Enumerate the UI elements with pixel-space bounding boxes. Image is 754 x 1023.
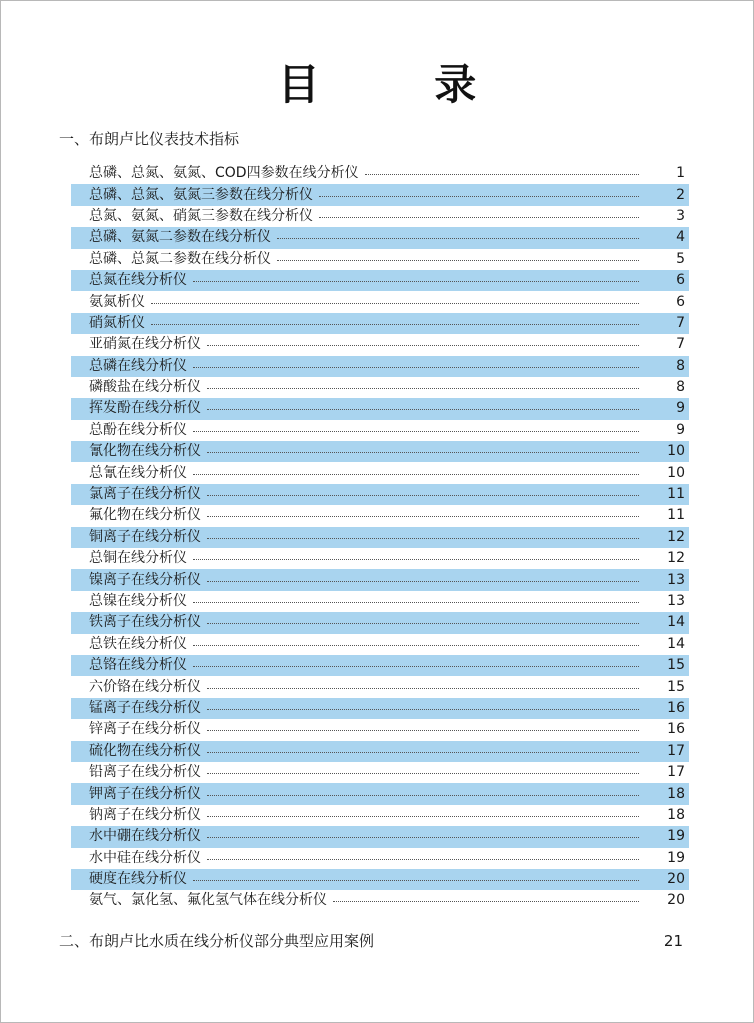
- toc-list: [71, 163, 689, 912]
- toc-entry-page: 14: [667, 635, 685, 652]
- toc-entry-page: 10: [667, 464, 685, 481]
- toc-entry[interactable]: [71, 890, 689, 911]
- toc-entry-page: 2: [676, 186, 685, 203]
- dot-leader: [193, 367, 639, 368]
- dot-leader: [151, 324, 639, 325]
- page-title: 目 录: [277, 60, 527, 109]
- dot-leader: [207, 538, 639, 539]
- toc-entry-label: 锌离子在线分析仪: [89, 721, 201, 738]
- dot-leader: [207, 581, 639, 582]
- toc-entry-label: 亚硝氮在线分析仪: [89, 336, 201, 353]
- toc-entry[interactable]: [71, 420, 689, 441]
- dot-leader: [193, 666, 639, 667]
- toc-entry-page: 10: [667, 443, 685, 460]
- toc-entry[interactable]: [71, 698, 689, 719]
- toc-entry[interactable]: [71, 548, 689, 569]
- toc-entry-label: 总铬在线分析仪: [89, 657, 187, 674]
- section-2-title: 二、布朗卢比水质在线分析仪部分典型应用案例: [59, 932, 375, 950]
- toc-entry-page: 16: [667, 699, 685, 716]
- toc-entry-page: 15: [667, 657, 685, 674]
- toc-entry[interactable]: [71, 334, 689, 355]
- toc-entry[interactable]: [71, 612, 689, 633]
- dot-leader: [207, 388, 639, 389]
- section-heading-1: 一、布朗卢比仪表技术指标: [59, 130, 240, 148]
- dot-leader: [207, 730, 639, 731]
- toc-entry[interactable]: [71, 634, 689, 655]
- dot-leader: [207, 345, 639, 346]
- toc-entry-page: 12: [667, 528, 685, 545]
- toc-entry-label: 硬度在线分析仪: [89, 871, 187, 888]
- toc-entry-label: 水中硅在线分析仪: [89, 849, 201, 866]
- toc-entry-page: 6: [676, 272, 685, 289]
- toc-entry-page: 5: [676, 250, 685, 267]
- toc-entry-page: 9: [676, 421, 685, 438]
- toc-entry-page: 18: [667, 785, 685, 802]
- toc-entry-label: 铁离子在线分析仪: [89, 614, 201, 631]
- toc-entry[interactable]: [71, 676, 689, 697]
- dot-leader: [207, 773, 639, 774]
- toc-entry-label: 硝氮析仪: [89, 314, 145, 331]
- toc-entry-label: 总氮、氨氮、硝氮三参数在线分析仪: [89, 207, 313, 224]
- toc-entry-page: 1: [676, 165, 685, 182]
- toc-entry-label: 镍离子在线分析仪: [89, 571, 201, 588]
- toc-entry-page: 8: [676, 357, 685, 374]
- toc-entry[interactable]: [71, 719, 689, 740]
- toc-entry-page: 13: [667, 571, 685, 588]
- toc-entry-page: 13: [667, 593, 685, 609]
- toc-entry[interactable]: [71, 569, 689, 590]
- toc-entry-label: 总氰在线分析仪: [89, 464, 187, 481]
- dot-leader: [193, 559, 639, 560]
- toc-entry[interactable]: [71, 291, 689, 312]
- toc-entry-label: 氰化物在线分析仪: [89, 443, 201, 460]
- toc-entry-label: 氨气、氯化氢、氟化氢气体在线分析仪: [89, 892, 327, 909]
- toc-entry[interactable]: [71, 313, 689, 334]
- toc-entry[interactable]: [71, 441, 689, 462]
- toc-entry-label: 挥发酚在线分析仪: [89, 400, 201, 417]
- toc-entry-label: 总磷、总氮二参数在线分析仪: [89, 250, 271, 267]
- toc-entry-page: 14: [667, 614, 685, 631]
- toc-entry-label: 总铁在线分析仪: [89, 635, 187, 652]
- toc-entry-page: 11: [667, 507, 685, 524]
- toc-entry-label: 水中硼在线分析仪: [89, 828, 201, 845]
- dot-leader: [207, 688, 639, 689]
- toc-entry-label: 钾离子在线分析仪: [89, 785, 201, 802]
- toc-entry-page: 7: [676, 314, 685, 331]
- dot-leader: [207, 837, 639, 838]
- toc-entry-label: 氟化物在线分析仪: [89, 507, 201, 524]
- toc-entry[interactable]: [71, 227, 689, 248]
- toc-entry-label: 铅离子在线分析仪: [89, 764, 201, 781]
- toc-entry-page: 19: [667, 849, 685, 866]
- toc-entry[interactable]: [71, 505, 689, 526]
- toc-entry-label: 总磷、总氮、氨氮、COD四参数在线分析仪: [89, 165, 359, 182]
- toc-entry-label: 总镍在线分析仪: [89, 593, 187, 609]
- toc-entry-label: 总磷在线分析仪: [89, 357, 187, 374]
- dot-leader: [193, 474, 639, 475]
- dot-leader: [207, 752, 639, 753]
- toc-entry-label: 硫化物在线分析仪: [89, 742, 201, 759]
- dot-leader: [193, 602, 639, 603]
- toc-entry-page: 4: [676, 229, 685, 246]
- toc-entry-label: 钠离子在线分析仪: [89, 806, 201, 823]
- toc-entry-label: 氨氮析仪: [89, 293, 145, 310]
- toc-entry-page: 11: [667, 486, 685, 503]
- dot-leader: [207, 495, 639, 496]
- toc-entry-page: 6: [676, 293, 685, 310]
- toc-entry-page: 20: [667, 871, 685, 888]
- toc-entry[interactable]: [71, 826, 689, 847]
- toc-entry[interactable]: [71, 527, 689, 548]
- dot-leader: [207, 816, 639, 817]
- dot-leader: [193, 281, 639, 282]
- toc-entry[interactable]: [71, 848, 689, 869]
- section-heading-2: [59, 931, 683, 951]
- toc-entry-label: 总铜在线分析仪: [89, 550, 187, 567]
- dot-leader: [193, 645, 639, 646]
- dot-leader: [207, 795, 639, 796]
- dot-leader: [207, 452, 639, 453]
- toc-entry-page: 3: [676, 207, 685, 224]
- dot-leader: [207, 709, 639, 710]
- toc-entry[interactable]: [71, 356, 689, 377]
- toc-entry[interactable]: [71, 655, 689, 676]
- dot-leader: [277, 260, 639, 261]
- toc-entry[interactable]: [71, 249, 689, 270]
- toc-entry-page: 18: [667, 806, 685, 823]
- toc-entry[interactable]: [71, 462, 689, 483]
- toc-entry[interactable]: [71, 805, 689, 826]
- toc-entry-page: 8: [676, 379, 685, 396]
- toc-entry[interactable]: [71, 869, 689, 890]
- dot-leader: [277, 238, 639, 239]
- toc-entry-page: 17: [667, 764, 685, 781]
- toc-entry-label: 氯离子在线分析仪: [89, 486, 201, 503]
- dot-leader: [319, 196, 639, 197]
- dot-leader: [333, 901, 639, 902]
- dot-leader: [193, 431, 639, 432]
- toc-entry-label: 总酚在线分析仪: [89, 421, 187, 438]
- dot-leader: [365, 174, 639, 175]
- dot-leader: [151, 303, 639, 304]
- section-2-page: 21: [663, 932, 683, 950]
- toc-entry-label: 总氮在线分析仪: [89, 272, 187, 289]
- dot-leader: [207, 516, 639, 517]
- dot-leader: [207, 623, 639, 624]
- toc-entry-page: 7: [676, 336, 685, 353]
- toc-entry-label: 锰离子在线分析仪: [89, 699, 201, 716]
- toc-entry[interactable]: [71, 270, 689, 291]
- toc-entry[interactable]: [71, 762, 689, 783]
- toc-entry-page: 15: [667, 678, 685, 695]
- dot-leader: [319, 217, 639, 218]
- toc-entry-label: 总磷、总氮、氨氮三参数在线分析仪: [89, 186, 313, 203]
- toc-entry[interactable]: [71, 206, 689, 227]
- toc-entry-page: 20: [667, 892, 685, 909]
- toc-entry-page: 12: [667, 550, 685, 567]
- toc-entry[interactable]: [71, 741, 689, 762]
- toc-entry-label: 磷酸盐在线分析仪: [89, 379, 201, 396]
- toc-entry-page: 17: [667, 742, 685, 759]
- toc-entry[interactable]: [71, 377, 689, 398]
- toc-entry[interactable]: [71, 163, 689, 184]
- toc-entry[interactable]: [71, 591, 689, 612]
- toc-entry-page: 19: [667, 828, 685, 845]
- toc-entry-label: 总磷、氨氮二参数在线分析仪: [89, 229, 271, 246]
- dot-leader: [207, 859, 639, 860]
- toc-entry-page: 9: [676, 400, 685, 417]
- dot-leader: [193, 880, 639, 881]
- toc-entry[interactable]: [71, 783, 689, 804]
- toc-entry-label: 铜离子在线分析仪: [89, 528, 201, 545]
- toc-entry[interactable]: [71, 398, 689, 419]
- toc-entry[interactable]: [71, 184, 689, 205]
- toc-entry-label: 六价铬在线分析仪: [89, 678, 201, 695]
- toc-entry-page: 16: [667, 721, 685, 738]
- dot-leader: [207, 409, 639, 410]
- toc-entry[interactable]: [71, 484, 689, 505]
